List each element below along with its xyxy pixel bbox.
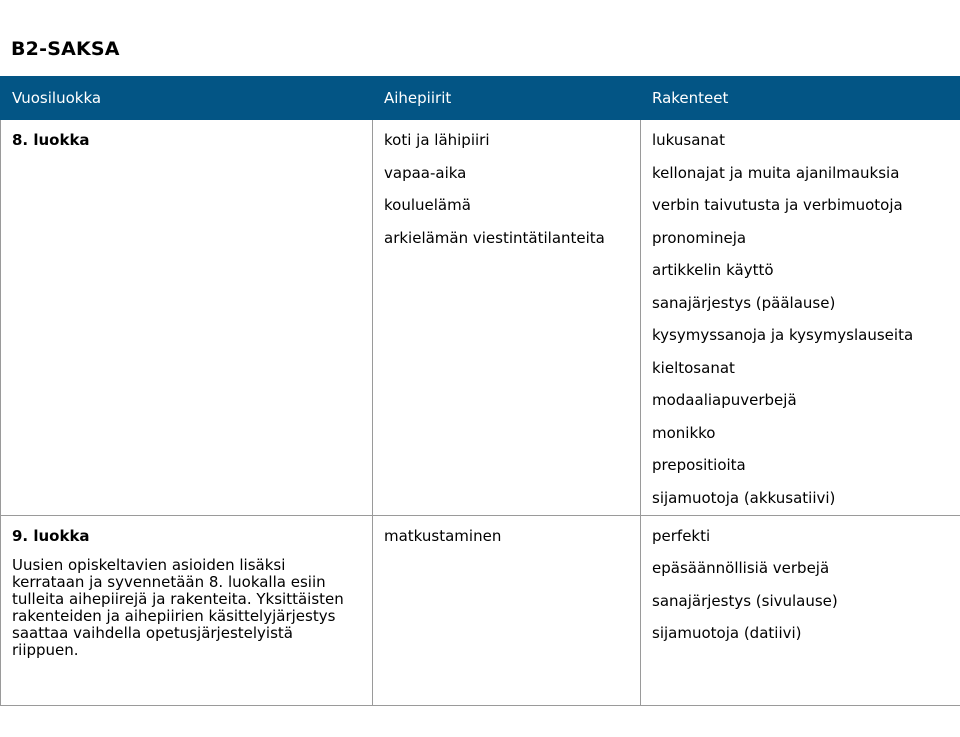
topics-list: [384, 527, 629, 545]
table-row: [1, 515, 960, 705]
structures-cell: [641, 120, 960, 516]
list-item: artikkelin käyttö: [652, 261, 774, 279]
list-item: kieltosanat: [652, 358, 735, 377]
list-item: kouluelämä: [384, 196, 471, 214]
page-title: B2-SAKSA: [11, 38, 120, 60]
curriculum-table: [0, 76, 960, 706]
grade-label: 9. luokka: [12, 526, 90, 545]
list-item: kysymyssanoja ja kysymyslauseita: [652, 326, 914, 344]
structures-list: [652, 527, 949, 643]
grade-note: Uusien opiskeltavien asioiden lisäksi kerrataan ja syvennetään 8. luokalla esiin tulleita aihepiirejä ja rakenteita. Yksittäisten rakenteiden ja aihepiirien käsittelyjärjestys saattaa vaihdella opetusjärjestelyistä riippuen.: [12, 555, 344, 659]
list-item: arkielämän viestintätilanteita: [384, 228, 605, 247]
structures-list: [652, 131, 949, 507]
list-item: verbin taivutusta ja verbimuotoja: [652, 196, 903, 214]
list-item: prepositioita: [652, 456, 746, 474]
table-header-row: [1, 77, 960, 120]
list-item: vapaa-aika: [384, 163, 467, 182]
topics-list: [384, 131, 629, 247]
list-item: modaaliapuverbejä: [652, 391, 797, 409]
structures-cell: [641, 515, 960, 705]
list-item: matkustaminen: [384, 526, 502, 545]
grade-cell: [1, 120, 373, 516]
topics-cell: [373, 515, 641, 705]
table-row: [1, 120, 960, 516]
column-header-structures: Rakenteet: [641, 77, 960, 120]
list-item: sijamuotoja (datiivi): [652, 624, 802, 642]
list-item: pronomineja: [652, 228, 747, 247]
list-item: monikko: [652, 423, 716, 442]
list-item: kellonajat ja muita ajanilmauksia: [652, 163, 900, 182]
list-item: perfekti: [652, 526, 711, 545]
list-item: epäsäännöllisiä verbejä: [652, 559, 830, 577]
column-header-grade: Vuosiluokka: [1, 77, 373, 120]
topics-cell: [373, 120, 641, 516]
list-item: lukusanat: [652, 131, 725, 149]
grade-cell: [1, 515, 373, 705]
column-header-topics: Aihepiirit: [373, 77, 641, 120]
list-item: sijamuotoja (akkusatiivi): [652, 488, 836, 507]
list-item: sanajärjestys (sivulause): [652, 591, 838, 610]
grade-label: 8. luokka: [12, 131, 90, 149]
list-item: koti ja lähipiiri: [384, 131, 490, 149]
list-item: sanajärjestys (päälause): [652, 293, 836, 312]
